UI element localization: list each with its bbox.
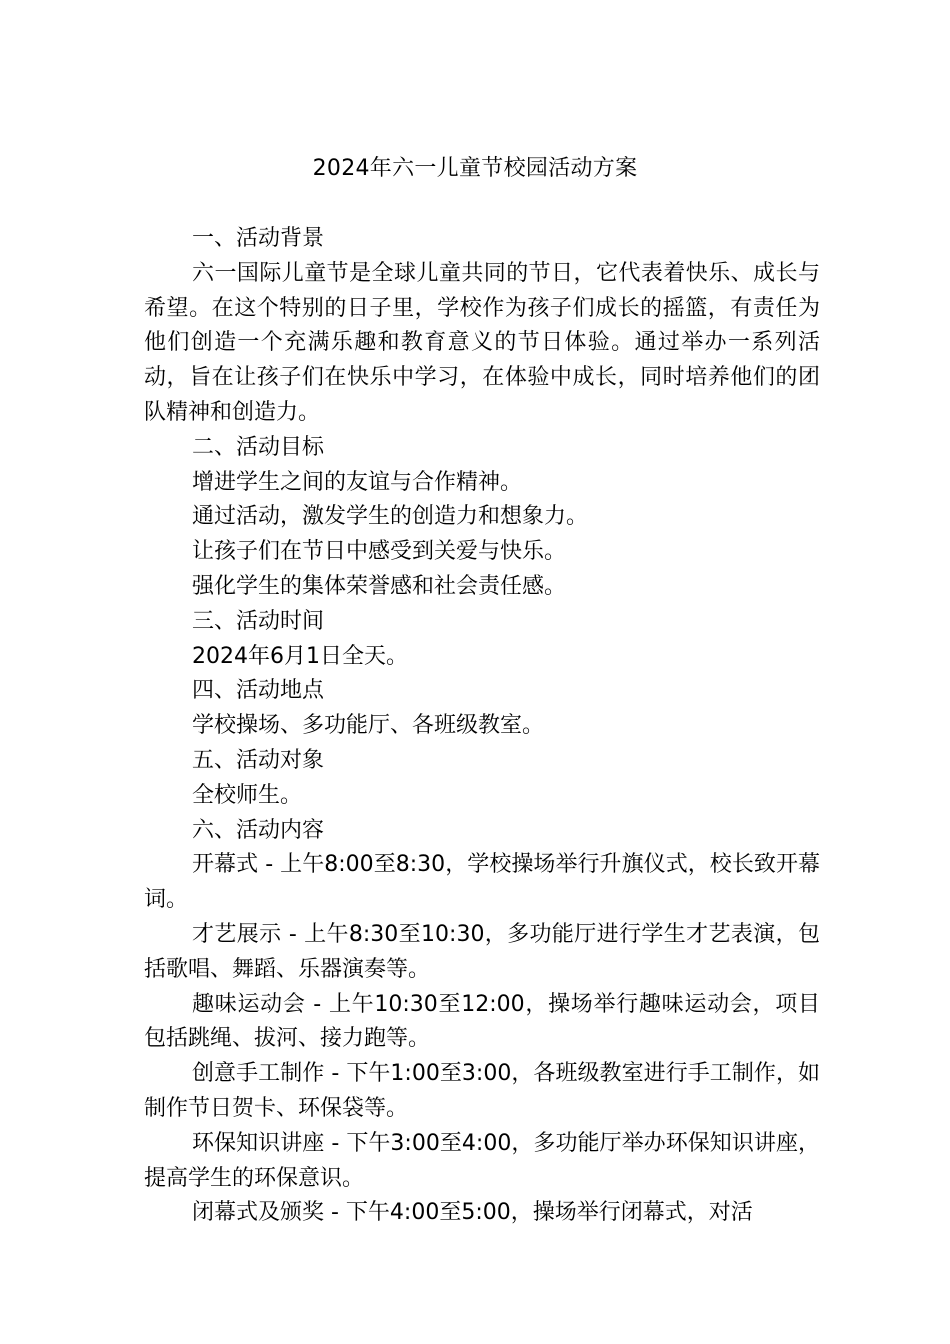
document-body <box>144 222 820 1231</box>
heading-location: 四、活动地点 <box>192 678 325 704</box>
goal-item: 增进学生之间的友谊与合作精神。 <box>192 469 523 495</box>
goal-item: 让孩子们在节日中感受到关爱与快乐。 <box>192 539 567 565</box>
heading-time: 三、活动时间 <box>192 608 325 634</box>
goal-item: 强化学生的集体荣誉感和社会责任感。 <box>192 573 567 599</box>
content-item: 开幕式 - 上午8:00至8:30，学校操场举行升旗仪式，校长致开幕词。 <box>144 852 820 913</box>
paragraph-participants: 全校师生。 <box>192 782 303 808</box>
content-item: 创意手工制作 - 下午1:00至3:00，各班级教室进行手工制作，如制作节日贺卡、环保袋等。 <box>144 1061 820 1121</box>
heading-background: 一、活动背景 <box>192 226 325 251</box>
content-item: 趣味运动会 - 上午10:30至12:00，操场举行趣味运动会，项目包括跳绳、拔河、接力跑等。 <box>144 991 820 1052</box>
content-item: 环保知识讲座 - 下午3:00至4:00，多功能厅举办环保知识讲座，提高学生的环保意识。 <box>144 1130 820 1191</box>
heading-participants: 五、活动对象 <box>192 747 325 773</box>
content-item: 才艺展示 - 上午8:30至10:30，多功能厅进行学生才艺表演，包括歌唱、舞蹈、乐器演奏等。 <box>144 921 820 982</box>
document-title: 2024年六一儿童节校园活动方案 <box>312 156 638 181</box>
content-item: 闭幕式及颁奖 - 下午4:00至5:00，操场举行闭幕式，对活 <box>192 1200 753 1226</box>
heading-goals: 二、活动目标 <box>192 434 325 460</box>
paragraph-time: 2024年6月1日全天。 <box>192 643 408 669</box>
paragraph-location: 学校操场、多功能厅、各班级教室。 <box>192 713 545 739</box>
paragraph-background: 六一国际儿童节是全球儿童共同的节日，它代表着快乐、成长与希望。在这个特别的日子里，学校作为孩子们成长的摇篮，有责任为他们创造一个充满乐趣和教育意义的节日体验。通过举办一系列活动，旨在让孩子们在快乐中学习，在体验中成长，同时培养他们的团队精神和创造力。 <box>144 260 820 425</box>
goal-item: 通过活动，激发学生的创造力和想象力。 <box>192 504 589 530</box>
heading-content: 六、活动内容 <box>192 817 325 843</box>
